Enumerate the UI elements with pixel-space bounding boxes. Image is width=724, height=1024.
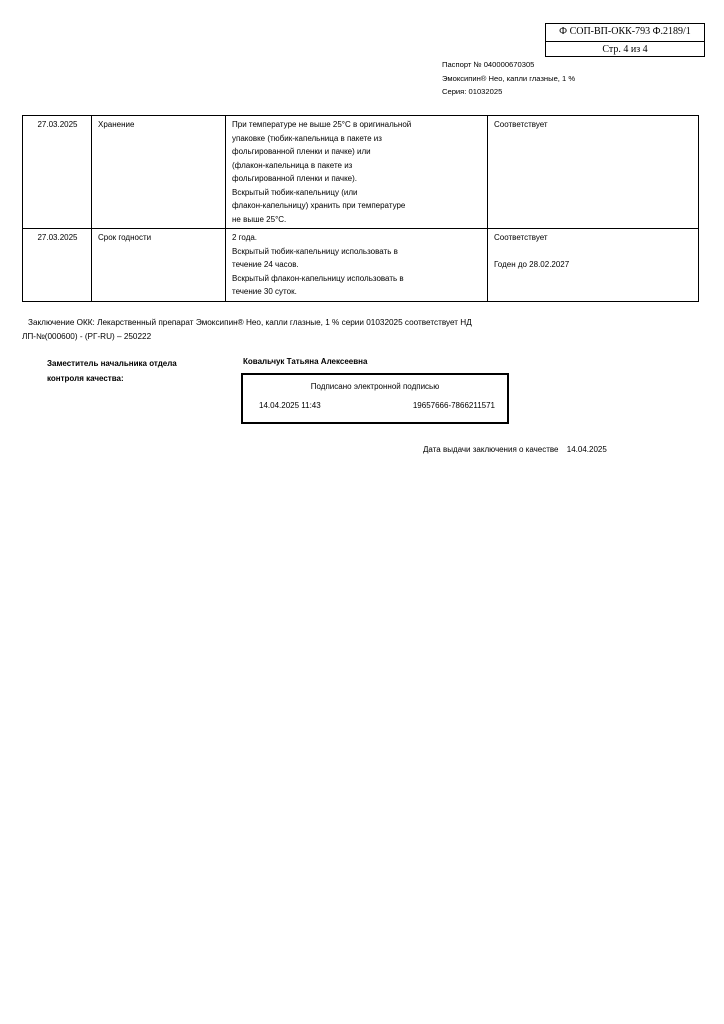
issue-date: 14.04.2025 — [566, 445, 607, 454]
test-results-table — [22, 115, 699, 302]
requirement-line: Вскрытый флакон-капельницу использовать в — [232, 273, 404, 283]
issue-date-line — [423, 445, 607, 454]
requirement-line: течение 30 суток. — [232, 287, 297, 296]
test-result — [488, 116, 699, 229]
passport-info — [442, 58, 575, 99]
qc-conclusion — [22, 316, 542, 344]
test-requirement — [226, 229, 488, 302]
test-name: Хранение — [92, 116, 226, 229]
result-line: Годен до 28.02.2027 — [494, 260, 570, 269]
position-line: контроля качества: — [47, 373, 124, 383]
result-line: Соответствует — [494, 120, 548, 129]
test-requirement — [226, 116, 488, 229]
requirement-line: течение 24 часов. — [232, 260, 299, 269]
page-number: Стр. 4 из 4 — [546, 41, 704, 58]
signatory-position — [47, 357, 177, 386]
form-code-box — [545, 23, 705, 57]
form-code: Ф СОП-ВП-ОКК-793 Ф.2189/1 — [559, 26, 691, 37]
requirement-line: фольгированной пленки и пачке). — [232, 174, 358, 183]
signatory-name: Ковальчук Татьяна Алексеевна — [243, 357, 368, 366]
test-name: Срок годности — [92, 229, 226, 302]
position-line: Заместитель начальника отдела — [47, 359, 177, 368]
issue-date-label: Дата выдачи заключения о качестве — [423, 445, 559, 454]
signature-datetime: 14.04.2025 11:43 — [259, 401, 321, 410]
product-name: Эмоксипин® Нео, капли глазные, 1 % — [442, 73, 576, 83]
passport-number: Паспорт № 040000670305 — [442, 60, 535, 69]
requirement-line: Вскрытый тюбик-капельницу (или — [232, 187, 358, 197]
conclusion-line: Заключение ОКК: Лекарственный препарат Эмоксипин® Нео, капли глазные, 1 % серии 01032025 соответствует НД — [28, 318, 472, 327]
electronic-signature-stamp — [241, 373, 509, 424]
test-date: 27.03.2025 — [23, 229, 92, 302]
table-row — [23, 229, 699, 302]
requirement-line: не выше 25°С. — [232, 214, 287, 224]
requirement-line: 2 года. — [232, 233, 258, 242]
test-date: 27.03.2025 — [23, 116, 92, 229]
signature-certificate: 19657666-7866211571 — [412, 401, 495, 410]
result-spacer — [494, 245, 693, 259]
conclusion-line: ЛП-№(000600) - (РГ-RU) – 250222 — [22, 332, 152, 341]
signature-title: Подписано электронной подписью — [310, 382, 440, 391]
series-number: Серия: 01032025 — [442, 87, 503, 96]
requirement-line: При температуре не выше 25°С в оригинальной — [232, 120, 412, 129]
table-row — [23, 116, 699, 229]
requirement-line: фольгированной пленки и пачке) или — [232, 147, 371, 156]
requirement-line: флакон-капельницу) хранить при температуре — [232, 201, 406, 210]
test-result — [488, 229, 699, 302]
result-line: Соответствует — [494, 233, 548, 242]
requirement-line: (флакон-капельница в пакете из — [232, 160, 353, 170]
requirement-line: Вскрытый тюбик-капельницу использовать в — [232, 246, 398, 256]
requirement-line: упаковке (тюбик-капельница в пакете из — [232, 133, 382, 143]
